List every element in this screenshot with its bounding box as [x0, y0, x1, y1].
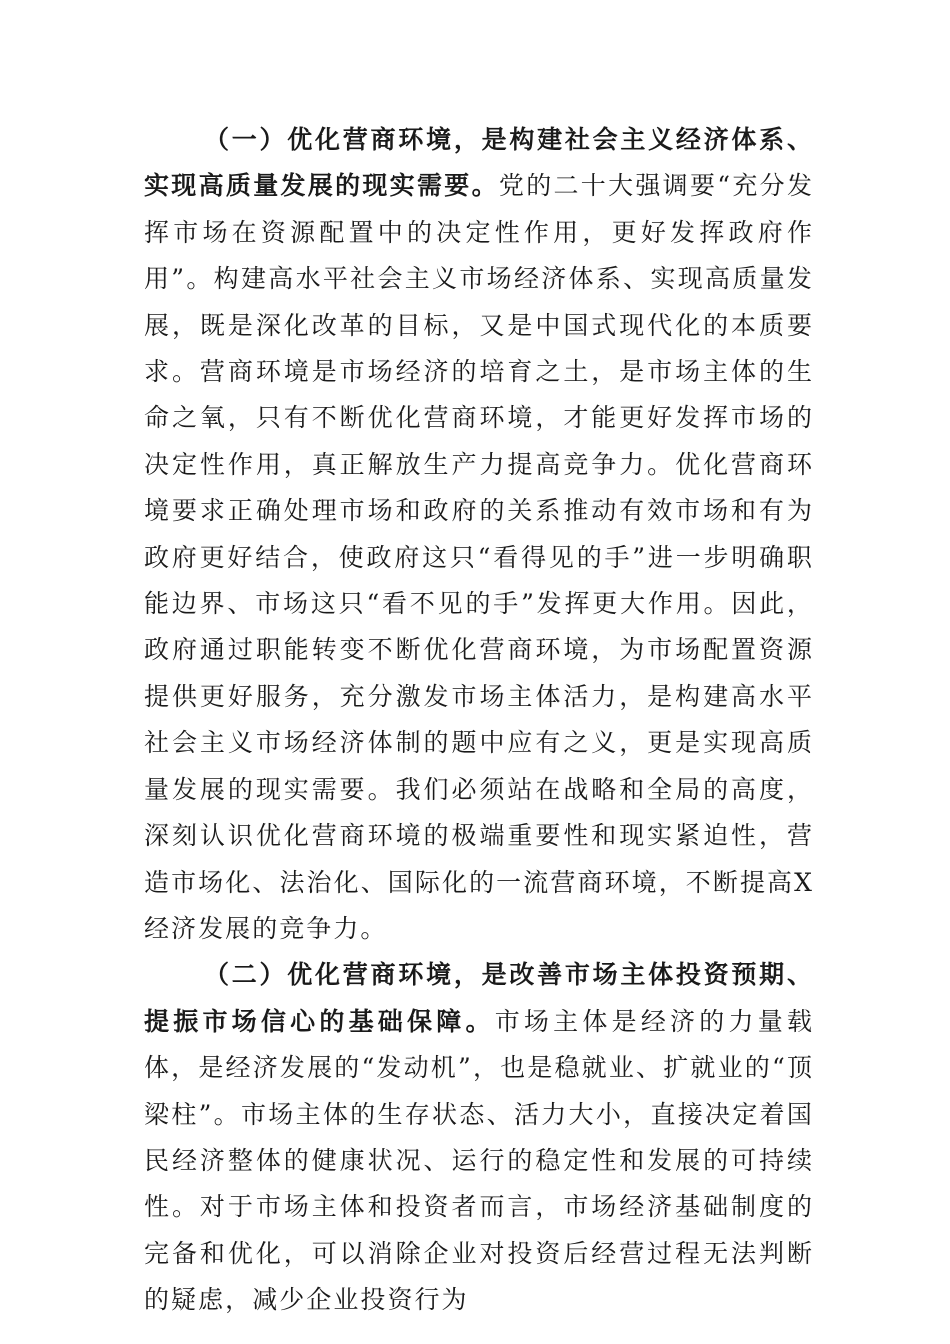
paragraph-one-heading: （一）优化营商环境，是构建社会主义经济体系、实现高质量发展的现实需要。	[144, 125, 814, 201]
paragraph-two	[144, 952, 814, 1323]
paragraph-one	[144, 117, 814, 952]
document-body	[144, 117, 814, 1324]
paragraph-two-heading: （二）优化营商环境，是改善市场主体投资预期、提振市场信心的基础保障。	[144, 960, 814, 1036]
paragraph-one-body: 党的二十大强调要“充分发挥市场在资源配置中的决定性作用，更好发挥政府作用”。构建高水平社会主义市场经济体系、实现高质量发展，既是深化改革的目标，又是中国式现代化的本质要求。营商环境是市场经济的培育之土，是市场主体的生命之氧，只有不断优化营商环境，才能更好发挥市场的决定性作用，真正解放生产力提高竞争力。优化营商环境要求正确处理市场和政府的关系推动有效市场和有为政府更好结合，使政府这只“看得见的手”进一步明确职能边界、市场这只“看不见的手”发挥更大作用。因此，政府通过职能转变不断优化营商环境，为市场配置资源提供更好服务，充分激发市场主体活力，是构建高水平社会主义市场经济体制的题中应有之义，更是实现高质量发展的现实需要。我们必须站在战略和全局的高度，深刻认识优化营商环境的极端重要性和现实紧迫性，营造市场化、法治化、国际化的一流营商环境，不断提高X经济发展的竞争力。	[144, 171, 815, 943]
paragraph-two-body: 市场主体是经济的力量载体，是经济发展的“发动机”，也是稳就业、扩就业的“顶梁柱”。市场主体的生存状态、活力大小，直接决定着国民经济整体的健康状况、运行的稳定性和发展的可持续性。对于市场主体和投资者而言，市场经济基础制度的完备和优化，可以消除企业对投资后经营过程无法判断的疑虑，减少企业投资行为	[144, 1006, 814, 1315]
